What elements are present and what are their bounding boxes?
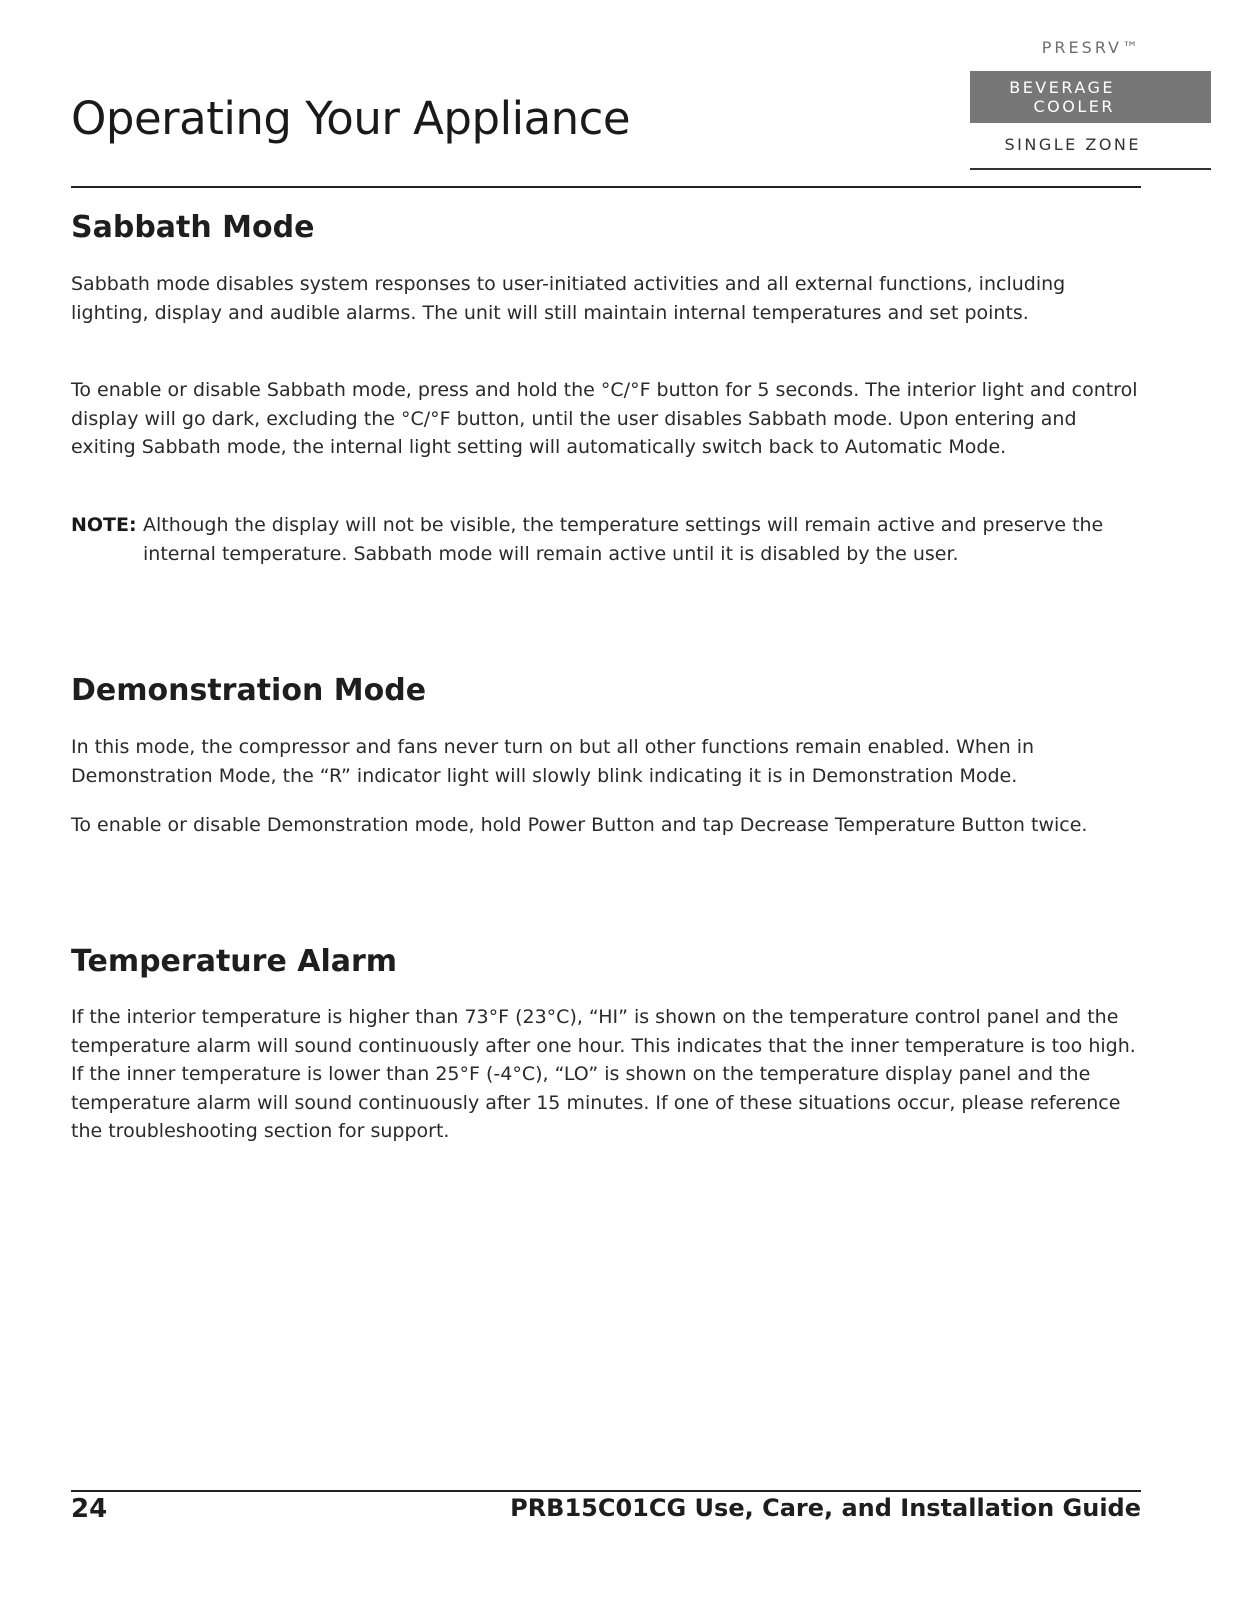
sabbath-note xyxy=(71,511,1141,568)
note-label: NOTE: xyxy=(71,514,137,536)
zone-divider xyxy=(970,168,1211,170)
temperature-alarm-paragraph: If the interior temperature is higher than 73°F (23°C), “HI” is shown on the temperature control panel and the temperature alarm will sound continuously after one hour. This indicates that the inner temperature is too high. If the inner temperature is lower than 25°F (-4°C), “LO” is shown on the temperature display panel and the temperature alarm will sound continuously after 15 minutes. If one of these situations occur, please reference the troubleshooting section for support. xyxy=(71,1006,1136,1142)
note-text: Although the display will not be visible, the temperature settings will remain active and preserve the internal temperature. Sabbath mode will remain active until it is disabled by the user. xyxy=(143,514,1104,565)
demonstration-paragraph-2: To enable or disable Demonstration mode, hold Power Button and tap Decrease Temperature Button twice. xyxy=(71,814,1088,836)
sabbath-paragraph-1: Sabbath mode disables system responses to user-initiated activities and all external functions, including lighting, display and audible alarms. The unit will still maintain internal temperatures and set points. xyxy=(71,273,1066,324)
product-category-badge xyxy=(970,71,1211,123)
demonstration-paragraph-1: In this mode, the compressor and fans never turn on but all other functions remain enabled. When in Demonstration Mode, the “R” indicator light will slowly blink indicating it is in Demonstration Mode. xyxy=(71,736,1035,787)
section-heading-sabbath-mode: Sabbath Mode xyxy=(71,210,315,245)
guide-title: PRB15C01CG Use, Care, and Installation Guide xyxy=(510,1494,1141,1522)
brand-label: PRESRV™ xyxy=(1041,38,1141,57)
category-line-1: BEVERAGE xyxy=(1009,78,1115,97)
header-divider xyxy=(71,186,1141,188)
category-line-2: COOLER xyxy=(1033,97,1115,116)
page-number: 24 xyxy=(71,1494,108,1524)
page-title: Operating Your Appliance xyxy=(71,92,631,146)
sabbath-paragraph-2: To enable or disable Sabbath mode, press and hold the °C/°F button for 5 seconds. The interior light and control display will go dark, excluding the °C/°F button, until the user disables Sabbath mode. Upon entering and exiting Sabbath mode, the internal light setting will automatically switch back to Automatic Mode. xyxy=(71,379,1138,458)
section-heading-temperature-alarm: Temperature Alarm xyxy=(71,944,398,979)
zone-label: SINGLE ZONE xyxy=(1004,135,1141,154)
section-heading-demonstration-mode: Demonstration Mode xyxy=(71,673,427,708)
footer-divider xyxy=(71,1490,1141,1492)
